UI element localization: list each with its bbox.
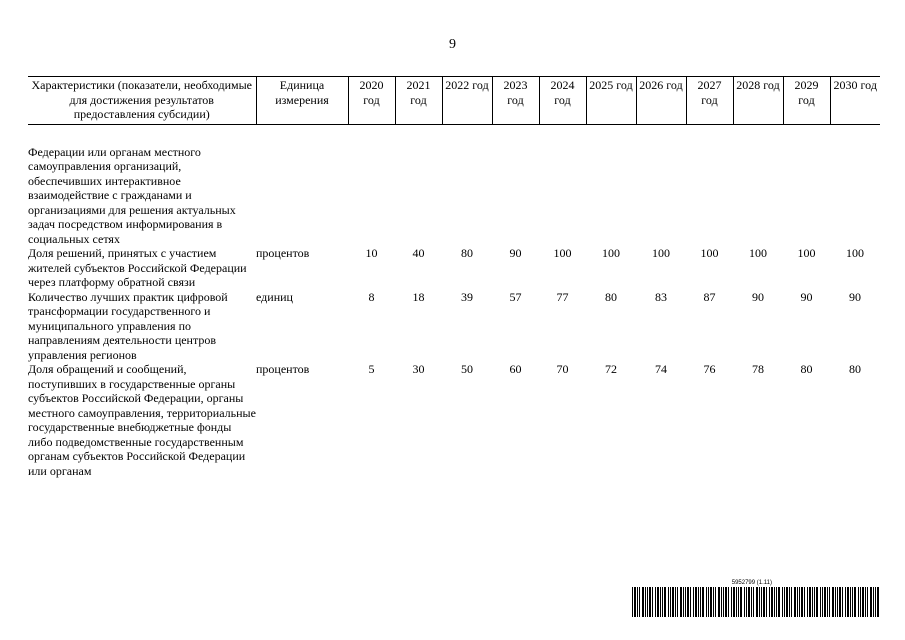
table-row (28, 290, 880, 363)
barcode-bar (708, 587, 709, 617)
cell-value: 100 (846, 246, 864, 260)
row-name: Доля решений, принятых с участием жителей субъектов Российской Федерации через платформу обратной связи (28, 246, 247, 289)
barcode-bar (804, 587, 805, 617)
barcode-bar (782, 587, 783, 617)
barcode-bar (693, 587, 694, 617)
row-unit: процентов (256, 246, 310, 260)
barcode-bar (655, 587, 656, 617)
cell-value: 100 (797, 246, 816, 260)
cell-value: 100 (602, 246, 620, 260)
barcode-bar (839, 587, 841, 617)
cell-value: 70 (556, 362, 569, 376)
barcode-bar (647, 587, 648, 617)
cell-value: 80 (461, 246, 473, 260)
barcode-bar (778, 587, 780, 617)
barcode-bar (744, 587, 745, 617)
barcode-bar (759, 587, 760, 617)
cell-value: 50 (461, 362, 473, 376)
cell-value: 5 (368, 362, 375, 376)
barcode-bar (736, 587, 737, 617)
barcode-bar (812, 587, 813, 617)
cell-value: 80 (605, 289, 617, 304)
barcode-bar (642, 587, 644, 617)
barcode-bar (698, 587, 699, 617)
barcode-bar (645, 587, 646, 617)
barcode-bar (662, 587, 663, 617)
header-year: 2021 год (395, 77, 442, 125)
barcode-bar (731, 587, 732, 617)
header-unit: Единица измерения (256, 77, 348, 125)
barcode-bar (797, 587, 798, 617)
barcode-image (630, 587, 880, 619)
barcode-bar (850, 587, 851, 617)
header-year: 2022 год (442, 77, 492, 125)
barcode-bar (677, 587, 678, 617)
barcode-bar (854, 587, 856, 617)
cell-value: 100 (652, 246, 670, 260)
cell-value: 100 (553, 246, 572, 260)
barcode-bar (706, 587, 707, 617)
barcode-bar (822, 587, 823, 617)
barcode-bar (649, 587, 651, 617)
indicators-table (28, 76, 880, 478)
barcode-bar (700, 587, 701, 617)
barcode-bar (860, 587, 861, 617)
cell-value: 78 (752, 362, 764, 376)
barcode-bar (632, 587, 633, 617)
barcode-bar (695, 587, 697, 617)
barcode-bar (751, 587, 752, 617)
barcode-bar (858, 587, 859, 617)
header-year: 2026 год (636, 77, 686, 125)
barcode-bar (721, 587, 722, 617)
header-year: 2023 год (492, 77, 539, 125)
barcode-bar (634, 587, 636, 617)
cell-value: 76 (703, 362, 716, 376)
barcode-bar (683, 587, 684, 617)
barcode-bar (809, 587, 811, 617)
barcode-bar (824, 587, 826, 617)
page-number: 9 (449, 37, 456, 52)
cell-value: 90 (849, 289, 861, 304)
cell-value: 90 (800, 289, 813, 304)
header-year: 2029 год (783, 77, 830, 125)
barcode-bar (680, 587, 682, 617)
barcode-bar (657, 587, 659, 617)
cell-value: 39 (461, 289, 473, 304)
barcode-bar (865, 587, 866, 617)
barcode (630, 580, 880, 619)
cell-value: 90 (752, 289, 764, 304)
cell-value: 40 (412, 246, 425, 260)
header-year: 2030 год (830, 77, 880, 125)
barcode-bar (807, 587, 808, 617)
barcode-bar (816, 587, 818, 617)
cell-value: 10 (365, 246, 378, 260)
table-header-row (28, 77, 880, 125)
row-name: Количество лучших практик цифровой трансформации государственного и муниципального управления по направлениям деятельности центров управления регионов (28, 289, 228, 362)
barcode-bar (784, 587, 785, 617)
barcode-bar (715, 587, 716, 617)
header-year: 2020 год (348, 77, 395, 125)
barcode-bar (814, 587, 815, 617)
barcode-bar (870, 587, 872, 617)
barcode-bar (829, 587, 830, 617)
cell-value: 83 (655, 289, 667, 304)
barcode-bar (791, 587, 792, 617)
barcode-bar (799, 587, 800, 617)
table-row (28, 246, 880, 290)
barcode-bar (842, 587, 843, 617)
cell-value: 90 (509, 246, 522, 260)
table-row (28, 362, 880, 478)
cell-value: 74 (655, 362, 667, 376)
barcode-bar (710, 587, 712, 617)
barcode-bar (718, 587, 720, 617)
cell-value: 18 (412, 289, 425, 304)
row-unit: процентов (256, 362, 310, 376)
barcode-bar (675, 587, 676, 617)
barcode-bar (670, 587, 671, 617)
barcode-bar (687, 587, 689, 617)
barcode-bar (685, 587, 686, 617)
barcode-bar (774, 587, 775, 617)
cell-value: 57 (509, 289, 522, 304)
cell-value: 100 (700, 246, 719, 260)
barcode-bar (756, 587, 758, 617)
barcode-bar (794, 587, 796, 617)
barcode-bar (837, 587, 838, 617)
barcode-bar (769, 587, 770, 617)
barcode-bar (877, 587, 879, 617)
barcode-bar (827, 587, 828, 617)
barcode-bar (789, 587, 790, 617)
barcode-bar (862, 587, 864, 617)
barcode-bar (738, 587, 739, 617)
cell-value: 100 (749, 246, 767, 260)
barcode-bar (753, 587, 754, 617)
barcode-bar (652, 587, 653, 617)
barcode-bar (728, 587, 729, 617)
barcode-bar (761, 587, 762, 617)
barcode-bar (725, 587, 727, 617)
barcode-bar (639, 587, 640, 617)
cell-value: 80 (849, 362, 861, 376)
barcode-bar (766, 587, 767, 617)
barcode-bar (637, 587, 638, 617)
barcode-bar (832, 587, 834, 617)
header-year: 2025 год (586, 77, 636, 125)
row-name: Доля обращений и сообщений, поступивших в государственные органы субъектов Российской Федерации, органы местного самоуправления, территориальные государственные внебюджетные фонды либо подведомственные государственным органам субъектов Российской Федерации или органам (28, 362, 256, 478)
cell-value: 80 (800, 362, 813, 376)
barcode-bar (664, 587, 666, 617)
barcode-bar (801, 587, 803, 617)
barcode-bar (867, 587, 868, 617)
cell-value: 72 (605, 362, 617, 376)
barcode-bar (733, 587, 735, 617)
barcode-bar (660, 587, 661, 617)
barcode-bar (875, 587, 876, 617)
barcode-bar (845, 587, 846, 617)
barcode-bar (740, 587, 742, 617)
cell-value: 30 (412, 362, 425, 376)
barcode-bar (786, 587, 788, 617)
barcode-bar (672, 587, 674, 617)
barcode-bar (668, 587, 669, 617)
barcode-bar (702, 587, 704, 617)
barcode-bar (820, 587, 821, 617)
cell-value: 87 (703, 289, 716, 304)
barcode-bar (746, 587, 747, 617)
barcode-bar (776, 587, 777, 617)
barcode-bar (723, 587, 724, 617)
cell-value: 77 (556, 289, 569, 304)
row-name: Федерации или органам местного самоуправления организаций, обеспечивших интерактивное взаимодействие с гражданами и организациями для решения актуальных задач посредством информирования в социальных сетях (28, 144, 236, 246)
header-year: 2024 год (539, 77, 586, 125)
barcode-bar (771, 587, 773, 617)
cell-value: 8 (368, 289, 375, 304)
barcode-bar (713, 587, 714, 617)
barcode-bar (690, 587, 691, 617)
row-unit: единиц (256, 289, 293, 304)
table-row-continuation (28, 145, 880, 247)
header-year: 2028 год (733, 77, 783, 125)
barcode-code: 5952799 (1.11) (731, 580, 772, 586)
barcode-bar (835, 587, 836, 617)
header-year: 2027 год (686, 77, 733, 125)
cell-value: 60 (509, 362, 522, 376)
header-characteristic: Характеристики (показатели, необходимые для достижения результатов предоставления субсидии) (28, 77, 256, 125)
barcode-bar (852, 587, 853, 617)
barcode-bar (847, 587, 849, 617)
barcode-bar (763, 587, 765, 617)
barcode-bar (748, 587, 750, 617)
barcode-bar (873, 587, 874, 617)
